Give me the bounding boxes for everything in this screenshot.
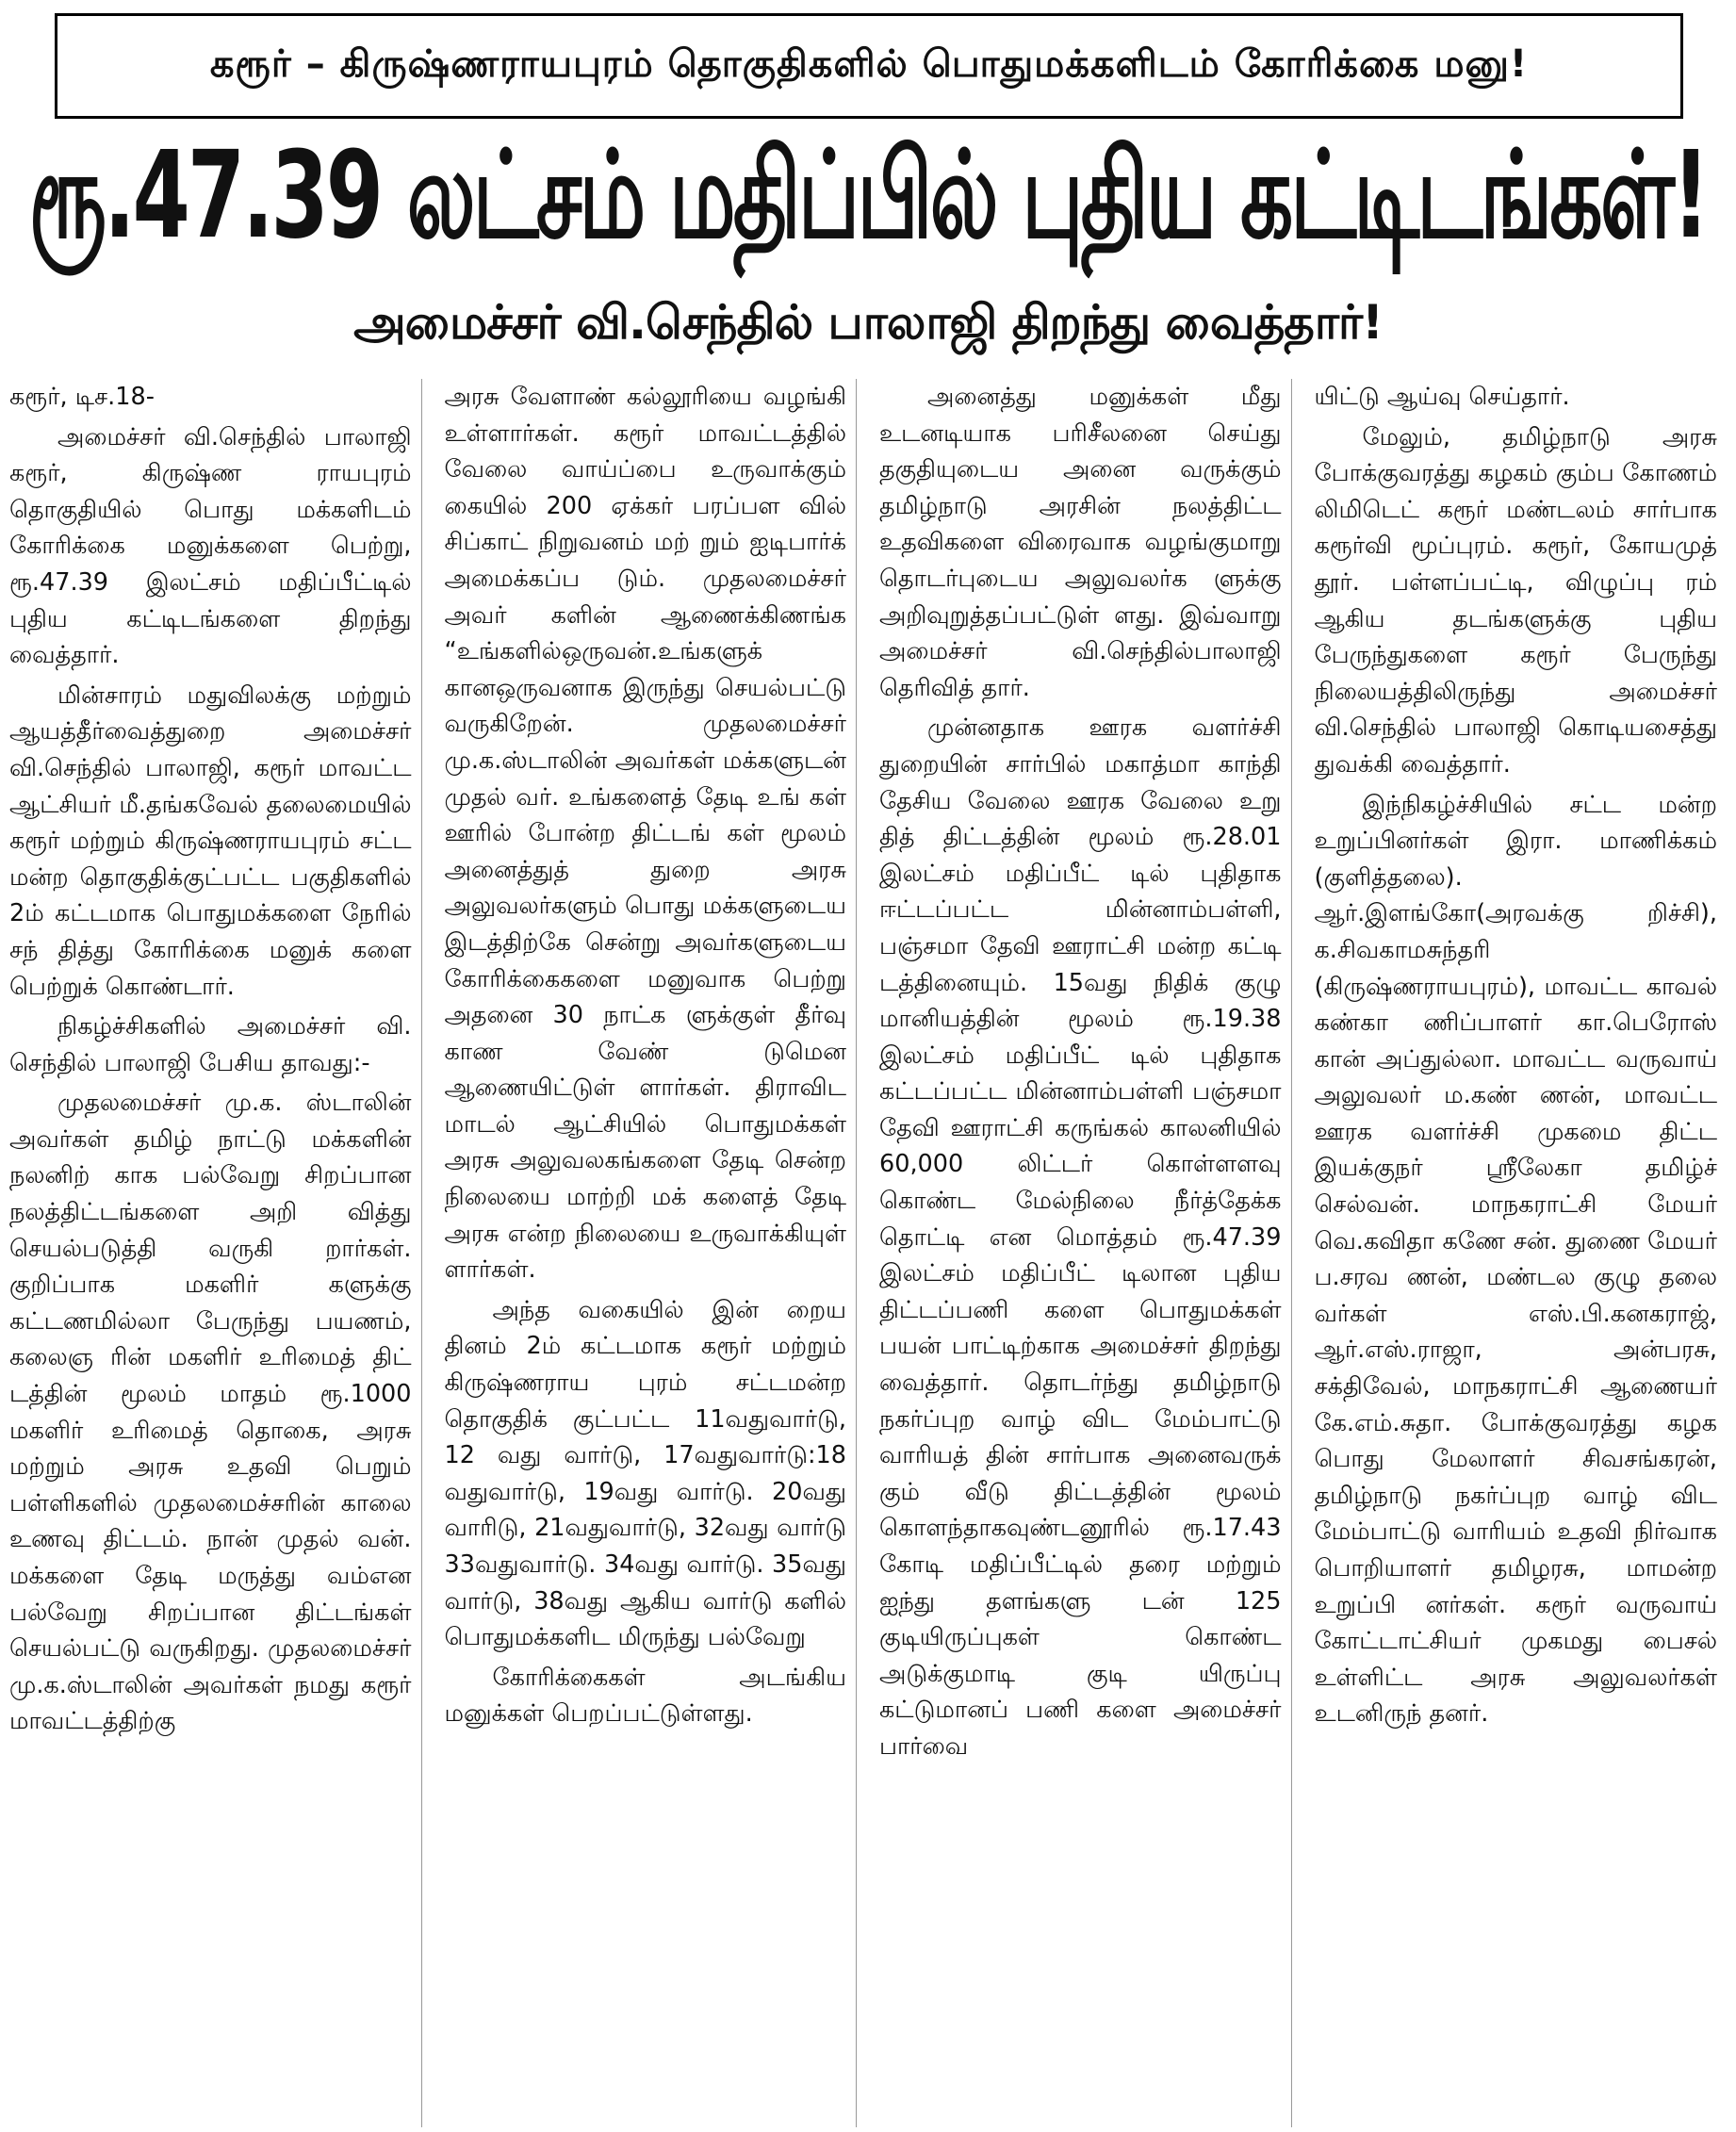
dateline: கரூர், டிச.18- (9, 383, 155, 411)
kicker-headline: கரூர் – கிருஷ்ணராயபுரம் தொகுதிகளில் பொதுமக்களிடம் கோரிக்கை மனு! (209, 41, 1529, 86)
article-paragraph: மேலும், தமிழ்நாடு அரசு போக்குவரத்து கழகம் கும்ப கோணம் லிமிடெட் கரூர் மண்டலம் சார்பாக கரூர்வி மூப்புரம். கரூர், கோயமுத் தூர். பள்ளப்பட்டி, விழுப்பு ரம் ஆகிய தடங்களுக்கு புதிய பேருந்துகளை கரூர் பேருந்து நிலையத்திலிருந்து அமைச்சர் வி.செந்தில் பாலாஜி கொடியசைத்து துவக்கி வைத்தார். (1314, 422, 1717, 779)
main-headline-block (9, 123, 1727, 273)
article-column-1 (9, 379, 422, 2127)
article-paragraph: அமைச்சர் வி.செந்தில் பாலாஜி கரூர், கிருஷ்ண ராயபுரம் தொகுதியில் பொது மக்களிடம் கோரிக்கை மனுக்களை பெற்று, ரூ.47.39 இலட்சம் மதிப்பீட்டில் புதிய கட்டிடங்களை திறந்து வைத்தார். (9, 422, 412, 670)
article-paragraph: முதலமைச்சர் மு.க. ஸ்டாலின் அவர்கள் தமிழ் நாட்டு மக்களின் நலனிற் காக பல்வேறு சிறப்பான நலத்திட்டங்களை அறி வித்து செயல்படுத்தி வருகி றார்கள். குறிப்பாக மகளிர் களுக்கு கட்டணமில்லா பேருந்து பயணம், கலைஞ ரின் மகளிர் உரிமைத் திட் டத்தின் மூலம் மாதம் ரூ.1000 மகளிர் உரிமைத் தொகை, அரசு மற்றும் அரசு உதவி பெறும் பள்ளிகளில் முதலமைச்சரின் காலை உணவு திட்டம். நான் முதல் வன். மக்களை தேடி மருத்து வம்என பல்வேறு சிறப்பான திட்டங்கள் செயல்பட்டு வருகிறது. முதலமைச்சர் மு.க.ஸ்டாலின் அவர்கள் நமது கரூர் மாவட்டத்திற்கு (9, 1089, 412, 1736)
article-paragraph: அனைத்து மனுக்கள் மீது உடனடியாக பரிசீலனை செய்து தகுதியுடைய அனை வருக்கும் தமிழ்நாடு அரசின் நலத்திட்ட உதவிகளை விரைவாக வழங்குமாறு தொடர்புடைய அலுவலர்க ளுக்கு அறிவுறுத்தப்பட்டுள் ளது. இவ்வாறு அமைச்சர் வி.செந்தில்பாலாஜி தெரிவித் தார். (879, 383, 1282, 702)
article-column-3 (879, 379, 1292, 2127)
article-paragraph: அரசு வேளாண் கல்லூரியை வழங்கி உள்ளார்கள். கரூர் மாவட்டத்தில் வேலை வாய்ப்பை உருவாக்கும் கையில் 200 ஏக்கர் பரப்பள வில் சிப்காட் நிறுவனம் மற் றும் ஐடிபார்க் அமைக்கப்ப டும். முதலமைச்சர் அவர் களின் ஆணைக்கிணங்க “உங்களில்ஒருவன்.உங்களுக் கானஒருவனாக இருந்து செயல்பட்டு வருகிறேன். முதலமைச்சர் மு.க.ஸ்டாலின் அவர்கள் மக்களுடன் முதல் வர். உங்களைத் தேடி உங் கள் ஊரில் போன்ற திட்டங் கள் மூலம் அனைத்துத் துறை அரசு அலுவலர்களும் பொது மக்களுடைய இடத்திற்கே சென்று அவர்களுடைய கோரிக்கைகளை மனுவாக பெற்று அதனை 30 நாட்க ளுக்குள் தீர்வு காண வேண் டுமென ஆணையிட்டுள் ளார்கள். திராவிட மாடல் ஆட்சியில் பொதுமக்கள் அரசு அலுவலகங்களை தேடி சென்ற நிலையை மாற்றி மக் களைத் தேடி அரசு என்ற நிலையை உருவாக்கியுள் ளார்கள். (444, 383, 846, 1285)
article-paragraph: யிட்டு ஆய்வு செய்தார். (1314, 383, 1570, 411)
article-paragraph: மின்சாரம் மதுவிலக்கு மற்றும் ஆயத்தீர்வைத்துறை அமைச்சர் வி.செந்தில் பாலாஜி, கரூர் மாவட்ட ஆட்சியர் மீ.தங்கவேல் தலைமையில் கரூர் மற்றும் கிருஷ்ணராயபுரம் சட்ட மன்ற தொகுதிக்குட்பட்ட பகுதிகளில் 2ம் கட்டமாக பொதுமக்களை நேரில் சந் தித்து கோரிக்கை மனுக் களை பெற்றுக் கொண்டார். (9, 681, 412, 1001)
article-paragraph: நிகழ்ச்சிகளில் அமைச்சர் வி. செந்தில் பாலாஜி பேசிய தாவது:- (9, 1012, 412, 1077)
article-paragraph: கோரிக்கைகள் அடங்கிய மனுக்கள் பெறப்பட்டுள்ளது. (444, 1663, 846, 1729)
subheadline: அமைச்சர் வி.செந்தில் பாலாஜி திறந்து வைத்தார்! (353, 294, 1383, 350)
article-column-4 (1315, 379, 1728, 2127)
article-paragraph: இந்நிகழ்ச்சியில் சட்ட மன்ற உறுப்பினர்கள் இரா. மாணிக்கம் (குளித்தலை). ஆர்.இளங்கோ(அரவக்கு றிச்சி), க.சிவகாமசுந்தரி (கிருஷ்ணராயபுரம்), மாவட்ட காவல் கண்கா ணிப்பாளர் கா.பெரோஸ் கான் அப்துல்லா. மாவட்ட வருவாய் அலுவலர் ம.கண் ணன், மாவட்ட ஊரக வளர்ச்சி முகமை திட்ட இயக்குநர் ஸ்ரீலேகா தமிழ்ச் செல்வன். மாநகராட்சி மேயர் வெ.கவிதா கணே சன். துணை மேயர் ப.சரவ ணன், மண்டல குழு தலை வர்கள் எஸ்.பி.கனகராஜ், ஆர்.எஸ்.ராஜா, அன்பரசு, சக்திவேல், மாநகராட்சி ஆணையர் கே.எம்.சுதா. போக்குவரத்து கழக பொது மேலாளர் சிவசங்கரன், தமிழ்நாடு நகர்ப்புற வாழ் விட மேம்பாட்டு வாரியம் உதவி நிர்வாக பொறியாளர் தமிழரசு, மாமன்ற உறுப்பி னர்கள். கரூர் வருவாய் கோட்டாட்சியர் முகமது பைசல் உள்ளிட்ட அரசு அலுவலர்கள் உடனிருந் தனர். (1314, 790, 1717, 1729)
article-column-2 (445, 379, 858, 2127)
article-paragraph: முன்னதாக ஊரக வளர்ச்சி துறையின் சார்பில் மகாத்மா காந்தி தேசிய வேலை ஊரக வேலை உறு தித் திட்டத்தின் மூலம் ரூ.28.01 இலட்சம் மதிப்பீட் டில் புதிதாக ஈட்டப்பட்ட மின்னாம்பள்ளி, பஞ்சமா தேவி ஊராட்சி மன்ற கட்டி டத்தினையும். 15வது நிதிக் குழு மானியத்தின் மூலம் ரூ.19.38 இலட்சம் மதிப்பீட் டில் புதிதாக கட்டப்பட்ட மின்னாம்பள்ளி பஞ்சமா தேவி ஊராட்சி கருங்கல் காலனியில் 60,000 லிட்டர் கொள்ளளவு கொண்ட மேல்நிலை நீர்த்தேக்க தொட்டி என மொத்தம் ரூ.47.39 இலட்சம் மதிப்பீட் டிலான புதிய திட்டப்பணி களை பொதுமக்கள் பயன் பாட்டிற்காக அமைச்சர் திறந்து வைத்தார். தொடர்ந்து தமிழ்நாடு நகர்ப்புற வாழ் விட மேம்பாட்டு வாரியத் தின் சார்பாக அனைவருக் கும் வீடு திட்டத்தின் மூலம் கொளந்தாகவுண்டனூரில் ரூ.17.43 கோடி மதிப்பீட்டில் தரை மற்றும் ஐந்து தளங்களு டன் 125 குடியிருப்புகள் கொண்ட அடுக்குமாடி குடி யிருப்பு கட்டுமானப் பணி களை அமைச்சர் பார்வை (879, 713, 1282, 1761)
subheadline-block (9, 287, 1727, 363)
kicker-box (55, 13, 1683, 119)
article-columns (9, 379, 1727, 2127)
article-paragraph: அந்த வகையில் இன் றைய தினம் 2ம் கட்டமாக கரூர் மற்றும் கிருஷ்ணராய புரம் சட்டமன்ற தொகுதிக் குட்பட்ட 11வதுவார்டு, 12 வது வார்டு, 17வதுவார்டு:18 வதுவார்டு, 19வது வார்டு. 20வது வாரிடு, 21வதுவார்டு, 32வது வார்டு 33வதுவார்டு. 34வது வார்டு. 35வது வார்டு, 38வது ஆகிய வார்டு களில் பொதுமக்களிட மிருந்து பல்வேறு (444, 1295, 846, 1652)
main-headline: ரூ.47.39 லட்சம் மதிப்பில் புதிய கட்டிடங்கள்! (28, 123, 1708, 265)
